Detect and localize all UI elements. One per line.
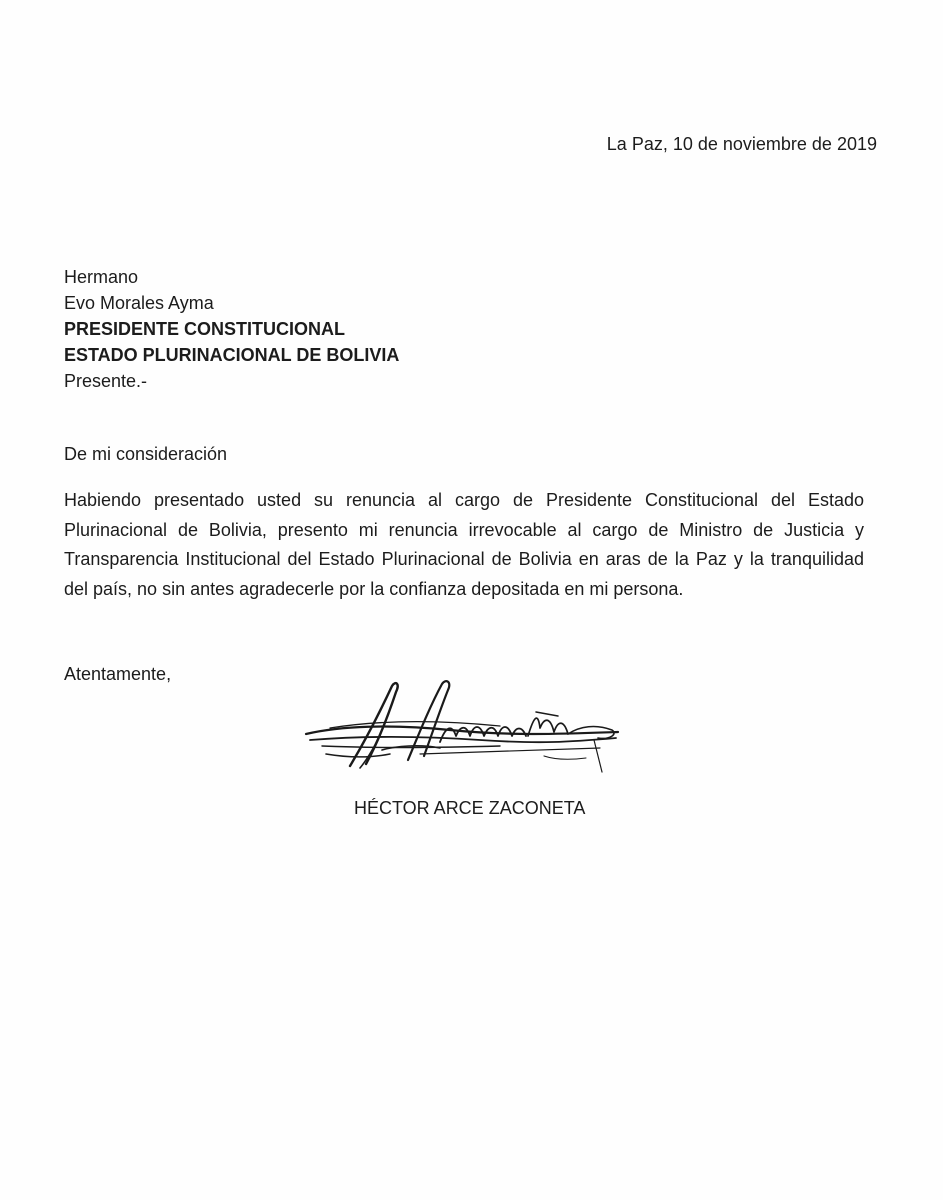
closing: Atentamente,	[64, 664, 172, 684]
recipient-title: PRESIDENTE CONSTITUCIONAL	[64, 319, 346, 339]
handwritten-signature	[300, 676, 630, 786]
recipient-name: Evo Morales Ayma	[64, 293, 214, 313]
letter-body: Habiendo presentado usted su renuncia al cargo de Presidente Constitucional del Estado Plurinacional de Bolivia, presento mi renuncia irrevocable al cargo de Ministro de Justicia y Transparencia Institucional del Estado Plurinacional de Bolivia en aras de la Paz y la tranquilidad del país, no sin antes agradecerle por la confianza depositada en mi persona.	[64, 490, 864, 599]
recipient-greeting: Hermano	[64, 267, 139, 287]
recipient-block	[64, 264, 399, 394]
salutation: De mi consideración	[64, 444, 228, 464]
signer-name: HÉCTOR ARCE ZACONETA	[354, 798, 586, 818]
recipient-institution: ESTADO PLURINACIONAL DE BOLIVIA	[64, 345, 400, 365]
recipient-presente: Presente.-	[64, 371, 148, 391]
letter-date: La Paz, 10 de noviembre de 2019	[606, 134, 877, 154]
